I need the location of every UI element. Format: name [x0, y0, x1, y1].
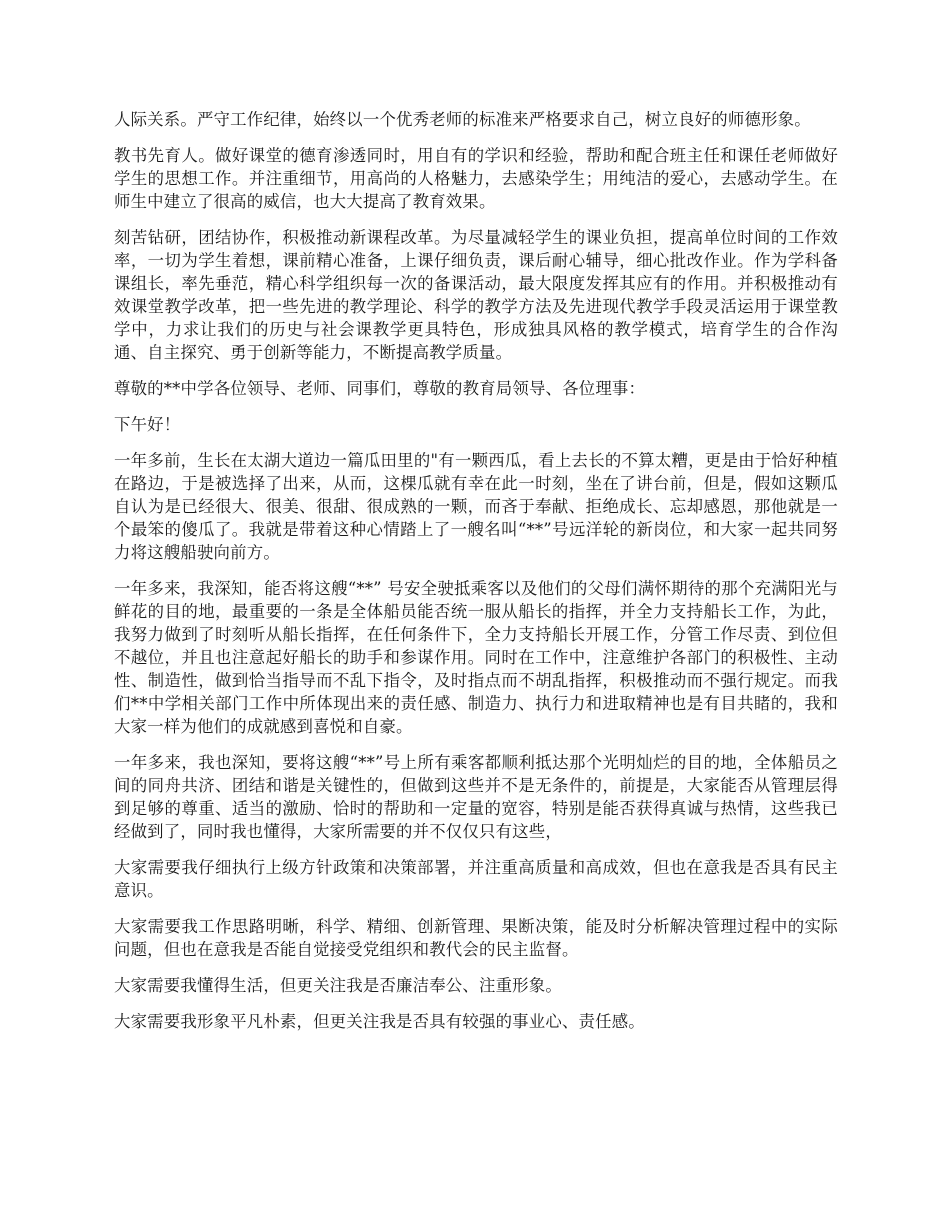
- document-body: [114, 108, 838, 1033]
- paragraph-9: 大家需要我仔细执行上级方针政策和决策部署，并注重高质量和高成效，但也在意我是否具有民主意识。: [114, 858, 838, 900]
- paragraph-7: 一年多来，我深知，能否将这艘“**” 号安全驶抵乘客以及他们的父母们满怀期待的那个充满阳光与鲜花的目的地，最重要的一条是全体船员能否统一服从船长的指挥，并全力支持船长工作，为此，我努力做到了时刻听从船长指挥，在任何条件下，全力支持船长开展工作，分管工作尽责、到位但不越位，并且也注意起好船长的助手和参谋作用。同时在工作中，注意维护各部门的积极性、主动性、制造性，做到恰当指导而不乱下指令，及时指点而不胡乱指挥，积极推动而不强行规定。而我们**中学相关部门工作中所体现出来的责任感、制造力、执行力和进取精神也是有目共睹的，我和大家一样为他们的成就感到喜悦和自豪。: [114, 579, 838, 736]
- paragraph-12: 大家需要我形象平凡朴素，但更关注我是否具有较强的事业心、责任感。: [114, 1012, 645, 1031]
- paragraph-2: 教书先育人。做好课堂的德育渗透同时，用自有的学识和经验，帮助和配合班主任和课任老师做好学生的思想工作。并注重细节，用高尚的人格魅力，去感染学生；用纯洁的爱心，去感动学生。在师生中建立了很高的威信，也大大提高了教育效果。: [114, 146, 838, 211]
- paragraph-11: 大家需要我懂得生活，但更关注我是否廉洁奉公、注重形象。: [114, 976, 562, 995]
- salutation: 尊敬的**中学各位领导、老师、同事们，尊敬的教育局领导、各位理事：: [114, 379, 646, 398]
- paragraph-10: 大家需要我工作思路明晰，科学、精细、创新管理、果断决策，能及时分析解决管理过程中的实际问题，但也在意我是否能自觉接受党组织和教代会的民主监督。: [114, 917, 838, 959]
- paragraph-6: 一年多前，生长在太湖大道边一篇瓜田里的"有一颗西瓜，看上去长的不算太糟，更是由于恰好种植在路边，于是被选择了出来，从而，这棵瓜就有幸在此一时刻，坐在了讲台前，但是，假如这颗瓜自认为是已经很大、很美、很甜、很成熟的一颗，而吝于奉献、拒绝成长、忘却感恩，那他就是一个最笨的傻瓜了。我就是带着这种心情踏上了一艘名叫“**”号远洋轮的新岗位，和大家一起共同努力将这艘船驶向前方。: [114, 451, 838, 562]
- paragraph-1: 人际关系。严守工作纪律，始终以一个优秀老师的标准来严格要求自己，树立良好的师德形象。: [114, 110, 811, 129]
- paragraph-3: 刻苦钻研，团结协作，积极推动新课程改革。为尽量减轻学生的课业负担，提高单位时间的工作效率，一切为学生着想，课前精心准备，上课仔细负责，课后耐心辅导，细心批改作业。作为学科备课组长，率先垂范，精心科学组织每一次的备课活动，最大限度发挥其应有的作用。并积极推动有效课堂教学改革，把一些先进的教学理论、科学的教学方法及先进现代教学手段灵活运用于课堂教学中，力求让我们的历史与社会课教学更具特色，形成独具风格的教学模式，培育学生的合作沟通、自主探究、勇于创新等能力，不断提高教学质量。: [114, 228, 838, 362]
- paragraph-8: 一年多来，我也深知，要将这艘“**”号上所有乘客都顺利抵达那个光明灿烂的目的地，全体船员之间的同舟共济、团结和谐是关键性的，但做到这些并不是无条件的，前提是，大家能否从管理层得到足够的尊重、适当的激励、恰时的帮助和一定量的宽容，特别是能否获得真诚与热情，这些我已经做到了，同时我也懂得，大家所需要的并不仅仅只有这些，: [114, 753, 838, 841]
- greeting: 下午好！: [114, 415, 181, 434]
